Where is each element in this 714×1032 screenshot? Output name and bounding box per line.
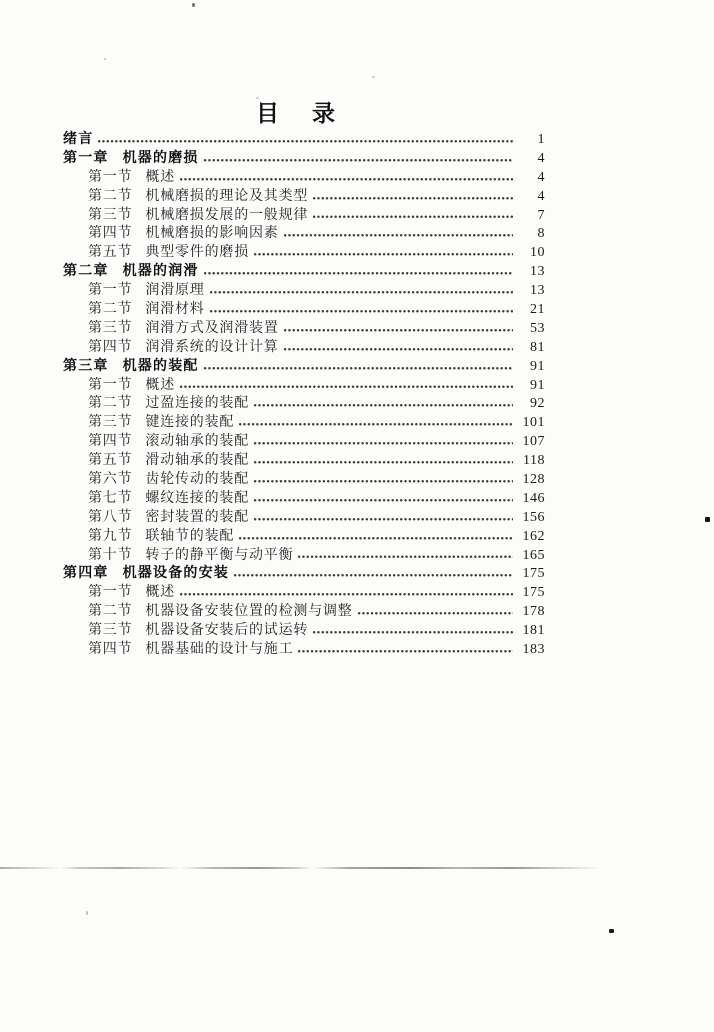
entry-page-number: 4 (537, 188, 545, 204)
entry-page-number: 165 (522, 547, 545, 563)
entry-title: 概述 (145, 585, 176, 601)
entry-number: 第五节 (88, 453, 133, 469)
entry-number: 第一节 (88, 283, 133, 299)
dot-leader (97, 131, 513, 150)
dot-leader (209, 301, 513, 320)
dot-leader (203, 263, 513, 282)
toc-entry (63, 244, 545, 263)
entry-number: 第八节 (88, 509, 133, 525)
entry-page-number: 4 (537, 169, 545, 185)
entry-number: 第二章 (63, 264, 109, 280)
entry-title: 机械磨损发展的一般规律 (145, 207, 309, 223)
entry-page-number: 92 (530, 396, 545, 412)
toc-entry (63, 452, 545, 471)
toc-entry (63, 603, 545, 622)
entry-title: 机械磨损的理论及其类型 (145, 188, 309, 204)
entry-number: 第四节 (88, 642, 133, 658)
entry-title: 密封装置的装配 (145, 509, 250, 525)
entry-title: 滑动轴承的装配 (145, 453, 250, 469)
toc-entry (63, 131, 545, 150)
toc-entry (63, 339, 545, 358)
entry-page-number: 81 (530, 339, 545, 355)
dot-leader (253, 433, 513, 452)
entry-page-number: 178 (522, 604, 545, 620)
toc-entry (63, 358, 545, 377)
dot-leader (203, 150, 513, 169)
entry-number: 第一节 (88, 585, 133, 601)
toc-entry (63, 377, 545, 396)
entry-title: 典型零件的磨损 (145, 245, 250, 261)
toc-entry (63, 225, 545, 244)
entry-title: 齿轮传动的装配 (145, 472, 250, 488)
entry-page-number: 7 (537, 207, 545, 223)
dot-leader (297, 641, 513, 660)
entry-title: 机器的润滑 (122, 264, 199, 280)
toc-entry (63, 509, 545, 528)
entry-title: 转子的静平衡与动平衡 (145, 547, 294, 563)
toc-entry (63, 471, 545, 490)
entry-page-number: 13 (530, 283, 545, 299)
dot-leader (283, 320, 513, 339)
entry-page-number: 181 (522, 623, 545, 639)
entry-page-number: 162 (522, 528, 545, 544)
dot-leader (203, 358, 513, 377)
entry-title: 机器设备安装位置的检测与调整 (145, 604, 353, 620)
dot-leader (233, 565, 513, 584)
dot-leader (357, 603, 513, 622)
ink-speck (256, 97, 259, 99)
entry-number: 第九节 (88, 528, 133, 544)
toc-entry (63, 414, 545, 433)
entry-title: 机器的装配 (122, 358, 199, 374)
entry-page-number: 1 (537, 132, 545, 147)
entry-number: 第二节 (88, 302, 133, 318)
toc-entry (63, 263, 545, 282)
dot-leader (253, 244, 513, 263)
dot-leader (297, 547, 513, 566)
dot-leader (253, 471, 513, 490)
entry-title: 绪言 (63, 132, 94, 147)
entry-number: 第四节 (88, 226, 133, 242)
entry-page-number: 107 (522, 434, 545, 450)
ink-speck (104, 58, 106, 60)
page-title: 目 录 (256, 101, 340, 126)
entry-number: 第三节 (88, 415, 133, 431)
toc-entry (63, 622, 545, 641)
dot-leader (253, 452, 513, 471)
entry-number: 第三节 (88, 320, 133, 336)
entry-title: 机器设备的安装 (122, 566, 230, 582)
entry-number: 第一节 (88, 377, 133, 393)
entry-title: 机器基础的设计与施工 (145, 642, 294, 658)
ink-speck (192, 3, 195, 7)
entry-page-number: 21 (530, 302, 545, 318)
entry-number: 第三章 (63, 358, 109, 374)
entry-title: 滚动轴承的装配 (145, 434, 250, 450)
entry-number: 第一章 (63, 150, 109, 166)
entry-number: 第一节 (88, 169, 133, 185)
entry-number: 第三节 (88, 623, 133, 639)
scan-artifact-line (0, 867, 601, 869)
toc-entry (63, 301, 545, 320)
toc-entry (63, 207, 545, 226)
entry-number: 第二节 (88, 188, 133, 204)
toc-entry (63, 395, 545, 414)
entry-number: 第七节 (88, 490, 133, 506)
entry-title: 润滑原理 (145, 283, 205, 299)
ink-speck (372, 76, 375, 78)
entry-title: 润滑材料 (145, 302, 205, 318)
entry-title: 机器的磨损 (122, 150, 199, 166)
dot-leader (312, 207, 513, 226)
toc-list (63, 131, 545, 660)
toc-entry (63, 584, 545, 603)
entry-title: 润滑方式及润滑装置 (145, 320, 279, 336)
toc-entry (63, 547, 545, 566)
entry-number: 第四章 (63, 566, 109, 582)
entry-page-number: 8 (537, 226, 545, 242)
toc-entry (63, 641, 545, 660)
entry-number: 第二节 (88, 396, 133, 412)
entry-page-number: 156 (522, 509, 545, 525)
toc-entry (63, 282, 545, 301)
entry-title: 机器设备安装后的试运转 (145, 623, 309, 639)
dot-leader (312, 622, 513, 641)
ink-speck (705, 517, 710, 522)
dot-leader (253, 509, 513, 528)
entry-title: 螺纹连接的装配 (145, 490, 250, 506)
dot-leader (179, 377, 513, 396)
entry-page-number: 91 (530, 358, 545, 374)
entry-number: 第二节 (88, 604, 133, 620)
toc-entry (63, 490, 545, 509)
dot-leader (312, 188, 513, 207)
toc-entry (63, 169, 545, 188)
entry-number: 第六节 (88, 472, 133, 488)
entry-page-number: 13 (530, 264, 545, 280)
entry-title: 键连接的装配 (145, 415, 235, 431)
toc-entry (63, 150, 545, 169)
entry-page-number: 146 (522, 490, 545, 506)
entry-number: 第十节 (88, 547, 133, 563)
entry-page-number: 118 (523, 453, 545, 469)
toc-entry (63, 528, 545, 547)
dot-leader (179, 584, 513, 603)
dot-leader (238, 528, 513, 547)
entry-number: 第四节 (88, 434, 133, 450)
entry-page-number: 91 (530, 377, 545, 393)
entry-page-number: 53 (530, 320, 545, 336)
entry-title: 过盈连接的装配 (145, 396, 250, 412)
entry-number: 第四节 (88, 339, 133, 355)
dot-leader (238, 414, 513, 433)
entry-page-number: 10 (530, 245, 545, 261)
dot-leader (209, 282, 513, 301)
entry-title: 概述 (145, 169, 176, 185)
entry-title: 联轴节的装配 (145, 528, 235, 544)
entry-title: 润滑系统的设计计算 (145, 339, 279, 355)
ink-speck (86, 911, 88, 915)
ink-speck (609, 929, 614, 933)
dot-leader (283, 339, 513, 358)
entry-page-number: 175 (522, 566, 545, 582)
entry-title: 概述 (145, 377, 176, 393)
entry-title: 机械磨损的影响因素 (145, 226, 279, 242)
toc-entry (63, 188, 545, 207)
entry-number: 第三节 (88, 207, 133, 223)
dot-leader (283, 225, 513, 244)
dot-leader (253, 395, 513, 414)
dot-leader (253, 490, 513, 509)
entry-number: 第五节 (88, 245, 133, 261)
entry-page-number: 183 (522, 642, 545, 658)
toc-entry (63, 320, 545, 339)
entry-page-number: 128 (522, 472, 545, 488)
toc-entry (63, 565, 545, 584)
entry-page-number: 101 (522, 415, 545, 431)
entry-page-number: 175 (522, 585, 545, 601)
dot-leader (179, 169, 513, 188)
toc-entry (63, 433, 545, 452)
entry-page-number: 4 (537, 150, 545, 166)
